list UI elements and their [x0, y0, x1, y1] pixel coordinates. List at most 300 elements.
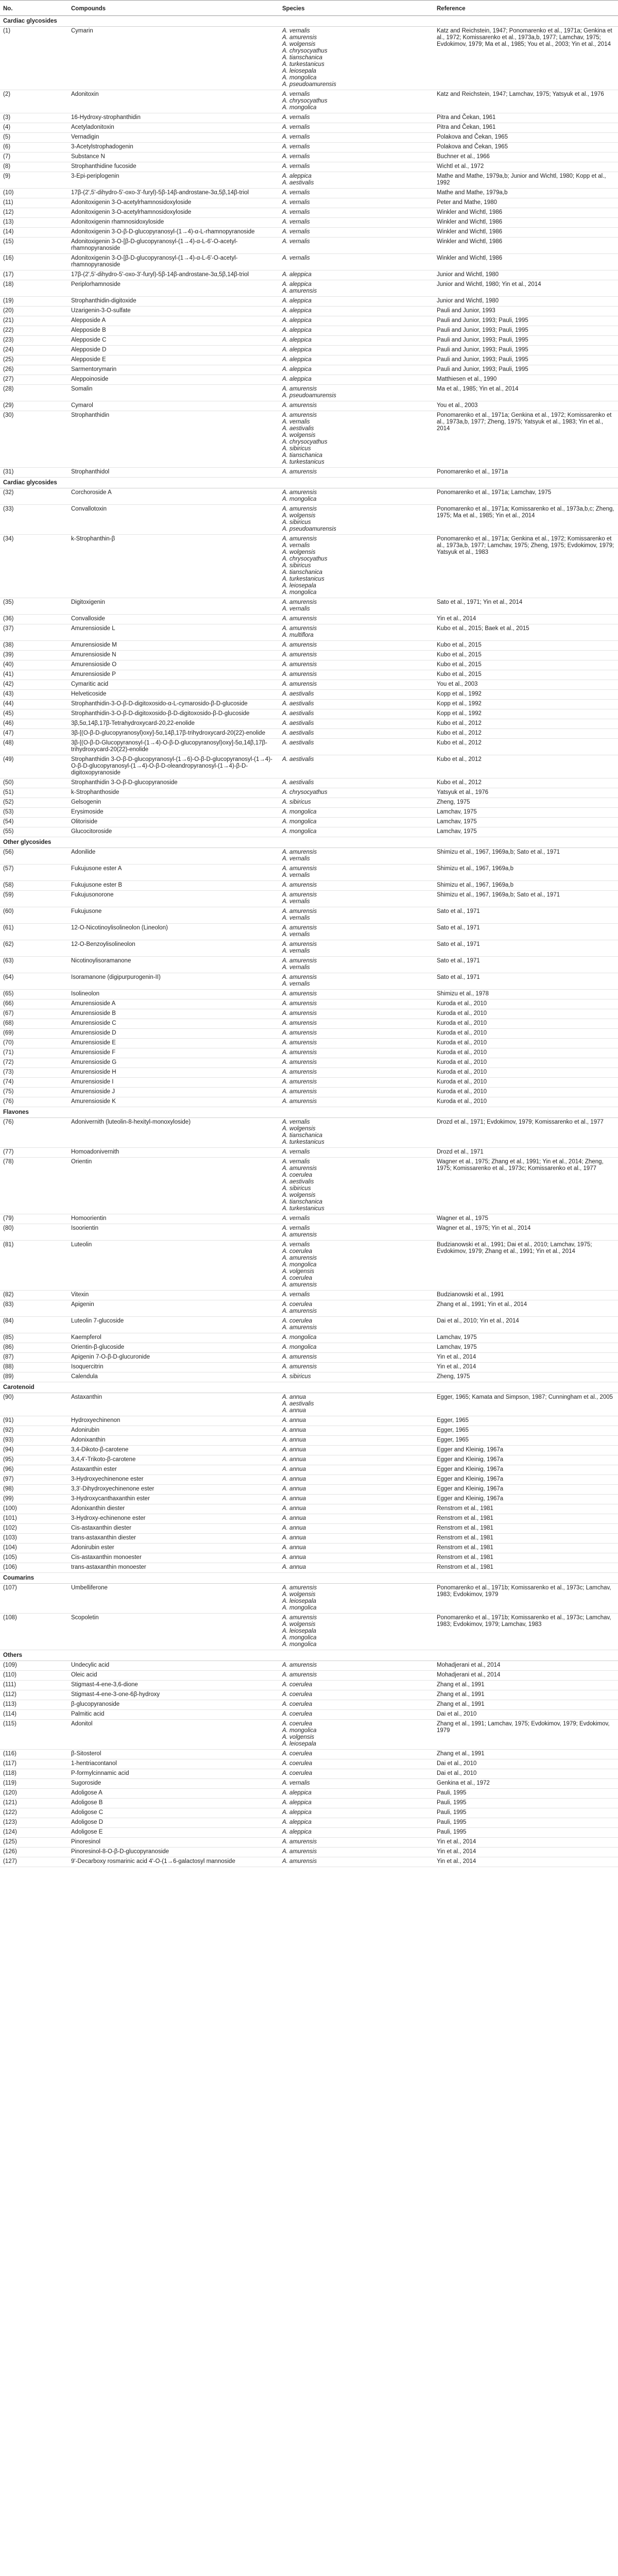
species-name: A. amurensis: [282, 1839, 317, 1845]
species-name: A. amurensis: [282, 1325, 317, 1331]
table-row: [0, 1426, 618, 1436]
compound-number: (105): [0, 1553, 68, 1563]
compound-name: Stigmast-4-ene-3,6-dione: [68, 1681, 279, 1690]
reference-cell: Ponomarenko et al., 1971a; Komissarenko et al., 1973a,b,c; Zheng, 1975; Ma et al., 1985; Yin et al., 2014: [434, 505, 618, 535]
compound-name: Uzarigenin-3-O-sulfate: [68, 307, 279, 316]
reference-cell: Yin et al., 2014: [434, 1848, 618, 1857]
species-cell: [279, 1078, 434, 1088]
compound-name: Astaxanthin ester: [68, 1465, 279, 1475]
compound-name: Vernadigin: [68, 133, 279, 143]
table-row: [0, 755, 618, 778]
compound-name: 1-hentriacontanol: [68, 1759, 279, 1769]
species-name: A. amurensis: [282, 681, 317, 687]
compound-name: Luteolin 7-glucoside: [68, 1317, 279, 1333]
table-row: [0, 1485, 618, 1495]
compound-name: Astaxanthin: [68, 1393, 279, 1416]
compound-name: Pinoresinol-8-O-β-D-glucopyranoside: [68, 1848, 279, 1857]
species-name: A. mongolica: [282, 1344, 317, 1350]
species-name: A. aleppica: [282, 357, 312, 363]
species-cell: [279, 999, 434, 1009]
reference-cell: Ponomarenko et al., 1971a; Genkina et al., 1972; Komissarenko et al., 1973a,b, 1977; Lamchav, 1975; Zheng, 1975; Evdokimov, 1979; Yatsyuk et al., 1983: [434, 535, 618, 598]
species-name: A. aestivalis: [282, 180, 314, 186]
reference-cell: Kubo et al., 2012: [434, 729, 618, 739]
species-cell: [279, 924, 434, 940]
compound-number: (9): [0, 172, 68, 189]
compound-name: Luteolin: [68, 1241, 279, 1291]
compound-name: Adoligose A: [68, 1789, 279, 1799]
compound-number: (114): [0, 1710, 68, 1720]
section-header-row: [0, 1573, 618, 1584]
species-name: A. amurensis: [282, 642, 317, 648]
compound-number: (111): [0, 1681, 68, 1690]
reference-cell: Egger, 1965; Kamata and Simpson, 1987; Cunningham et al., 2005: [434, 1393, 618, 1416]
compound-name: β-Sitosterol: [68, 1750, 279, 1759]
species-cell: [279, 1614, 434, 1650]
compound-name: Amurensioside N: [68, 651, 279, 660]
species-name: A. wolgensis: [282, 1126, 316, 1132]
table-row: [0, 891, 618, 907]
species-cell: [279, 505, 434, 535]
species-name: A. leiosepala: [282, 68, 316, 74]
table-row: [0, 1828, 618, 1838]
header-reference: Reference: [434, 1, 618, 16]
species-name: A. amurensis: [282, 1308, 317, 1314]
species-cell: [279, 270, 434, 280]
species-name: A. amurensis: [282, 402, 317, 409]
compound-name: Strophanthidin 3-O-β-D-glucopyranoside: [68, 778, 279, 788]
compound-name: 3,3'-Dihydroxyechinenone ester: [68, 1485, 279, 1495]
compound-name: Adonirubin: [68, 1426, 279, 1436]
reference-cell: Polakova and Čekan, 1965: [434, 133, 618, 143]
table-row: [0, 848, 618, 865]
species-cell: [279, 1214, 434, 1224]
species-cell: [279, 1475, 434, 1485]
species-cell: [279, 1769, 434, 1779]
compound-name: Nicotinoylisoramanone: [68, 957, 279, 973]
reference-cell: Sato et al., 1971: [434, 907, 618, 924]
compound-number: (2): [0, 90, 68, 113]
reference-cell: Egger and Kleinig, 1967a: [434, 1485, 618, 1495]
table-row: [0, 297, 618, 307]
table-row: [0, 218, 618, 228]
species-name: A. vernalis: [282, 91, 310, 97]
reference-cell: Drozd et al., 1971: [434, 1148, 618, 1158]
reference-cell: Kubo et al., 2012: [434, 739, 618, 755]
species-cell: [279, 172, 434, 189]
compound-number: (125): [0, 1838, 68, 1848]
species-name: A. sibiricus: [282, 799, 311, 805]
table-row: [0, 307, 618, 316]
compound-number: (38): [0, 641, 68, 651]
compound-name: Adonivernith (luteolin-8-hexityl-monoxyloside): [68, 1118, 279, 1148]
reference-cell: Winkler and Wichtl, 1986: [434, 254, 618, 270]
compound-number: (39): [0, 651, 68, 660]
table-row: [0, 818, 618, 827]
reference-cell: Wagner et al., 1975; Zhang et al., 1991; Yin et al., 2014; Zheng, 1975; Komissarenko et al., 1973c; Komissarenko et al., 1977: [434, 1158, 618, 1214]
compound-number: (91): [0, 1416, 68, 1426]
species-cell: [279, 700, 434, 709]
species-name: A. chrysocyathus: [282, 48, 328, 54]
compound-name: Strophanthidin 3-O-β-D-glucopyranosyl-(1→6)-O-β-D-glucopyranosyl-(1→4)-O-β-D-glucopyranosyl-(1→4)-O-β-D-oleandropyranosyl-(1→4)-β-D-digitoxopyranoside: [68, 755, 279, 778]
species-name: A. amurensis: [282, 1585, 317, 1591]
compound-number: (95): [0, 1455, 68, 1465]
species-name: A. amurensis: [282, 1672, 317, 1678]
species-cell: [279, 1828, 434, 1838]
species-cell: [279, 189, 434, 198]
compound-number: (76): [0, 1118, 68, 1148]
reference-cell: You et al., 2003: [434, 680, 618, 690]
compound-name: Umbelliferone: [68, 1584, 279, 1614]
compound-number: (116): [0, 1750, 68, 1759]
table-row: [0, 1563, 618, 1573]
compound-number: (90): [0, 1393, 68, 1416]
species-cell: [279, 891, 434, 907]
species-cell: [279, 162, 434, 172]
compound-name: Isoramanone (digipurpurogenin-II): [68, 973, 279, 990]
reference-cell: Sato et al., 1971: [434, 957, 618, 973]
table-row: [0, 690, 618, 700]
compound-number: (36): [0, 615, 68, 624]
compound-name: Scopoletin: [68, 1614, 279, 1650]
table-row: [0, 1158, 618, 1214]
reference-cell: Zhang et al., 1991: [434, 1700, 618, 1710]
compound-number: (63): [0, 957, 68, 973]
species-name: A. amurensis: [282, 1040, 317, 1046]
reference-cell: Kuroda et al., 2010: [434, 1048, 618, 1058]
table-row: [0, 1291, 618, 1300]
species-name: A. vernalis: [282, 543, 310, 549]
compound-number: (122): [0, 1808, 68, 1818]
compound-name: Adonitoxin: [68, 90, 279, 113]
species-name: A. amurensis: [282, 662, 317, 668]
compound-name: 3β-[(O-β-D-glucopyranosyl)oxy]-5α,14β,17β-trihydroxycard-20(22)-enolide: [68, 729, 279, 739]
table-row: [0, 1799, 618, 1808]
reference-cell: Renstrom et al., 1981: [434, 1524, 618, 1534]
table-row: [0, 641, 618, 651]
species-name: A. amurensis: [282, 1165, 317, 1172]
species-name: A. amurensis: [282, 882, 317, 888]
table-row: [0, 709, 618, 719]
species-name: A. coerulea: [282, 1248, 313, 1255]
table-row: [0, 1078, 618, 1088]
compound-number: (93): [0, 1436, 68, 1446]
species-cell: [279, 1534, 434, 1544]
species-cell: [279, 1808, 434, 1818]
compound-name: Isolineolon: [68, 990, 279, 999]
species-cell: [279, 1224, 434, 1241]
reference-cell: Renstrom et al., 1981: [434, 1504, 618, 1514]
compound-name: Vitexin: [68, 1291, 279, 1300]
species-name: A. vernalis: [282, 199, 310, 206]
compound-number: (46): [0, 719, 68, 729]
compound-number: (35): [0, 598, 68, 615]
compound-name: Gelsogenin: [68, 798, 279, 808]
species-cell: [279, 1097, 434, 1107]
compound-name: Sarmentorymarin: [68, 365, 279, 375]
compound-number: (88): [0, 1363, 68, 1372]
reference-cell: Buchner et al., 1966: [434, 152, 618, 162]
table-row: [0, 808, 618, 818]
reference-cell: Renstrom et al., 1981: [434, 1514, 618, 1524]
compound-number: (48): [0, 739, 68, 755]
table-row: [0, 1818, 618, 1828]
table-row: [0, 468, 618, 478]
compound-number: (5): [0, 133, 68, 143]
species-cell: [279, 238, 434, 254]
compound-name: 3,4,4'-Trikoto-β-carotene: [68, 1455, 279, 1465]
species-cell: [279, 488, 434, 505]
compound-number: (82): [0, 1291, 68, 1300]
table-row: [0, 1088, 618, 1097]
compound-name: Adonixanthin diester: [68, 1504, 279, 1514]
species-name: A. aestivalis: [282, 730, 314, 736]
table-row: [0, 1789, 618, 1799]
compound-number: (66): [0, 999, 68, 1009]
compound-name: Adonirubin ester: [68, 1544, 279, 1553]
table-row: [0, 401, 618, 411]
reference-cell: Yatsyuk et al., 1976: [434, 788, 618, 798]
compound-name: Orientin: [68, 1158, 279, 1214]
table-row: [0, 1848, 618, 1857]
compound-name: Amurensioside K: [68, 1097, 279, 1107]
compound-number: (37): [0, 624, 68, 641]
species-name: A. volgensis: [282, 1268, 315, 1275]
reference-cell: Wichtl et al., 1972: [434, 162, 618, 172]
species-name: A. leiosepala: [282, 583, 316, 589]
compound-name: trans-astaxanthin monoester: [68, 1563, 279, 1573]
species-name: A. annua: [282, 1486, 306, 1492]
compound-name: Strophanthidin-3-O-β-D-digitoxosido-α-L-cymarosido-β-D-glucoside: [68, 700, 279, 709]
species-name: A. mongolica: [282, 1635, 317, 1641]
section-header-row: [0, 478, 618, 488]
species-cell: [279, 1514, 434, 1524]
species-cell: [279, 848, 434, 865]
compound-number: (7): [0, 152, 68, 162]
table-row: [0, 798, 618, 808]
species-name: A. turkestanicus: [282, 61, 324, 67]
species-name: A. aleppica: [282, 1800, 312, 1806]
species-cell: [279, 27, 434, 90]
reference-cell: Kubo et al., 2012: [434, 755, 618, 778]
compound-name: Stigmast-4-ene-3-one-6β-hydroxy: [68, 1690, 279, 1700]
species-name: A. coerulea: [282, 1275, 313, 1281]
compound-number: (106): [0, 1563, 68, 1573]
reference-cell: Egger and Kleinig, 1967a: [434, 1455, 618, 1465]
compound-name: Strophanthidine fucoside: [68, 162, 279, 172]
compound-number: (40): [0, 660, 68, 670]
compound-name: Alepposide E: [68, 355, 279, 365]
table-row: [0, 1700, 618, 1710]
species-cell: [279, 1333, 434, 1343]
reference-cell: Pitra and Čekan, 1961: [434, 113, 618, 123]
compound-number: (41): [0, 670, 68, 680]
compound-number: (13): [0, 218, 68, 228]
species-name: A. amurensis: [282, 991, 317, 997]
table-row: [0, 198, 618, 208]
table-row: [0, 1614, 618, 1650]
species-name: A. annua: [282, 1466, 306, 1472]
species-name: A. annua: [282, 1525, 306, 1531]
species-name: A. amurensis: [282, 1049, 317, 1056]
compound-name: Adonitoxigenin 3-O-acetylrhamnosidoxyloside: [68, 198, 279, 208]
species-name: A. annua: [282, 1515, 306, 1521]
compound-name: Amurensioside B: [68, 1009, 279, 1019]
species-name: A. vernalis: [282, 1292, 310, 1298]
species-cell: [279, 307, 434, 316]
compound-number: (101): [0, 1514, 68, 1524]
table-row: [0, 346, 618, 355]
species-name: A. amurensis: [282, 1098, 317, 1105]
species-cell: [279, 778, 434, 788]
species-cell: [279, 1818, 434, 1828]
species-name: A. mongolica: [282, 105, 317, 111]
compound-name: Strophanthidin-3-O-β-D-digitoxosido-β-D-digitoxosido-β-D-glucoside: [68, 709, 279, 719]
species-name: A. coerulea: [282, 1172, 313, 1178]
species-name: A. tianschanica: [282, 1132, 322, 1139]
compound-name: Pinoresinol: [68, 1838, 279, 1848]
species-name: A. annua: [282, 1456, 306, 1463]
compound-name: Amurensioside M: [68, 641, 279, 651]
compound-name: Fukujusone: [68, 907, 279, 924]
species-name: A. amurensis: [282, 974, 317, 980]
species-name: A. annua: [282, 1496, 306, 1502]
table-row: [0, 881, 618, 891]
species-name: A. annua: [282, 1476, 306, 1482]
species-name: A. amurensis: [282, 908, 317, 914]
species-name: A. annua: [282, 1447, 306, 1453]
species-name: A. tianschanica: [282, 1199, 322, 1205]
compound-name: trans-astaxanthin diester: [68, 1534, 279, 1544]
table-row: [0, 1019, 618, 1029]
species-cell: [279, 1779, 434, 1789]
table-row: [0, 1363, 618, 1372]
species-cell: [279, 1681, 434, 1690]
table-row: [0, 505, 618, 535]
compound-name: Oleic acid: [68, 1671, 279, 1681]
header-row: [0, 1, 618, 16]
reference-cell: Pauli and Junior, 1993; Pauli, 1995: [434, 336, 618, 346]
species-name: A. mongolica: [282, 496, 317, 502]
reference-cell: Sato et al., 1971: [434, 973, 618, 990]
compound-name: 3-Hydroxyechinenone ester: [68, 1475, 279, 1485]
compound-number: (69): [0, 1029, 68, 1039]
species-cell: [279, 660, 434, 670]
section-title: Cardiac glycosides: [0, 478, 618, 488]
species-cell: [279, 1372, 434, 1382]
compound-number: (102): [0, 1524, 68, 1534]
reference-cell: Ponomarenko et al., 1971b; Komissarenko et al., 1973c; Lamchav, 1983; Evdokimov, 1979: [434, 1584, 618, 1614]
compound-name: Homoadonivernith: [68, 1148, 279, 1158]
table-row: [0, 670, 618, 680]
compound-name: k-Strophanthoside: [68, 788, 279, 798]
compound-name: Amurensioside C: [68, 1019, 279, 1029]
compound-name: Calendula: [68, 1372, 279, 1382]
table-row: [0, 1681, 618, 1690]
reference-cell: Kubo et al., 2012: [434, 719, 618, 729]
compound-number: (109): [0, 1661, 68, 1671]
compound-number: (76): [0, 1097, 68, 1107]
reference-cell: Budzianowski et al., 1991: [434, 1291, 618, 1300]
species-cell: [279, 808, 434, 818]
compound-number: (51): [0, 788, 68, 798]
reference-cell: Mohadjerani et al., 2014: [434, 1671, 618, 1681]
species-name: A. amurensis: [282, 1662, 317, 1668]
species-cell: [279, 1465, 434, 1475]
species-cell: [279, 1436, 434, 1446]
species-name: A. coerulea: [282, 1760, 313, 1767]
compound-number: (108): [0, 1614, 68, 1650]
species-cell: [279, 1553, 434, 1563]
species-cell: [279, 1353, 434, 1363]
species-name: A. tianschanica: [282, 452, 322, 459]
species-name: A. vernalis: [282, 1119, 310, 1125]
reference-cell: Pauli, 1995: [434, 1799, 618, 1808]
compound-number: (42): [0, 680, 68, 690]
species-cell: [279, 798, 434, 808]
reference-cell: Dai et al., 2010; Yin et al., 2014: [434, 1317, 618, 1333]
species-name: A. vernalis: [282, 1215, 310, 1222]
species-cell: [279, 280, 434, 297]
compound-number: (25): [0, 355, 68, 365]
compound-name: Adonilide: [68, 848, 279, 865]
species-name: A. amurensis: [282, 652, 317, 658]
species-cell: [279, 709, 434, 719]
reference-cell: Pauli, 1995: [434, 1818, 618, 1828]
species-name: A. annua: [282, 1437, 306, 1443]
table-row: [0, 535, 618, 598]
table-row: [0, 999, 618, 1009]
table-row: [0, 1514, 618, 1524]
compound-number: (23): [0, 336, 68, 346]
species-name: A. aleppica: [282, 317, 312, 324]
species-name: A. annua: [282, 1535, 306, 1541]
reference-cell: Zhang et al., 1991: [434, 1690, 618, 1700]
reference-cell: Junior and Wichtl, 1980; Yin et al., 2014: [434, 280, 618, 297]
compound-name: Amurensioside G: [68, 1058, 279, 1068]
table-row: [0, 778, 618, 788]
section-title: Flavones: [0, 1107, 618, 1118]
table-row: [0, 1504, 618, 1514]
species-name: A. sibiricus: [282, 1185, 311, 1192]
species-cell: [279, 1291, 434, 1300]
compound-number: (64): [0, 973, 68, 990]
reference-cell: Yin et al., 2014: [434, 615, 618, 624]
compound-name: 12-O-Nicotinoylisolineolon (Lineolon): [68, 924, 279, 940]
table-row: [0, 1039, 618, 1048]
compound-number: (123): [0, 1818, 68, 1828]
reference-cell: Sato et al., 1971: [434, 940, 618, 957]
compound-name: Aleppoinoside: [68, 375, 279, 385]
table-row: [0, 385, 618, 401]
compound-number: (17): [0, 270, 68, 280]
reference-cell: Mathe and Mathe, 1979a,b; Junior and Wichtl, 1980; Kopp et al., 1992: [434, 172, 618, 189]
table-row: [0, 1475, 618, 1485]
reference-cell: Kuroda et al., 2010: [434, 1009, 618, 1019]
species-name: A. annua: [282, 1417, 306, 1423]
compound-number: (22): [0, 326, 68, 336]
species-name: A. volgensis: [282, 1734, 315, 1740]
table-row: [0, 827, 618, 837]
compound-name: Alepposide B: [68, 326, 279, 336]
section-title: Coumarins: [0, 1573, 618, 1584]
reference-cell: Winkler and Wichtl, 1986: [434, 228, 618, 238]
compound-number: (87): [0, 1353, 68, 1363]
species-cell: [279, 336, 434, 346]
species-name: A. vernalis: [282, 964, 310, 971]
species-name: A. vernalis: [282, 931, 310, 938]
table-row: [0, 680, 618, 690]
species-cell: [279, 719, 434, 729]
